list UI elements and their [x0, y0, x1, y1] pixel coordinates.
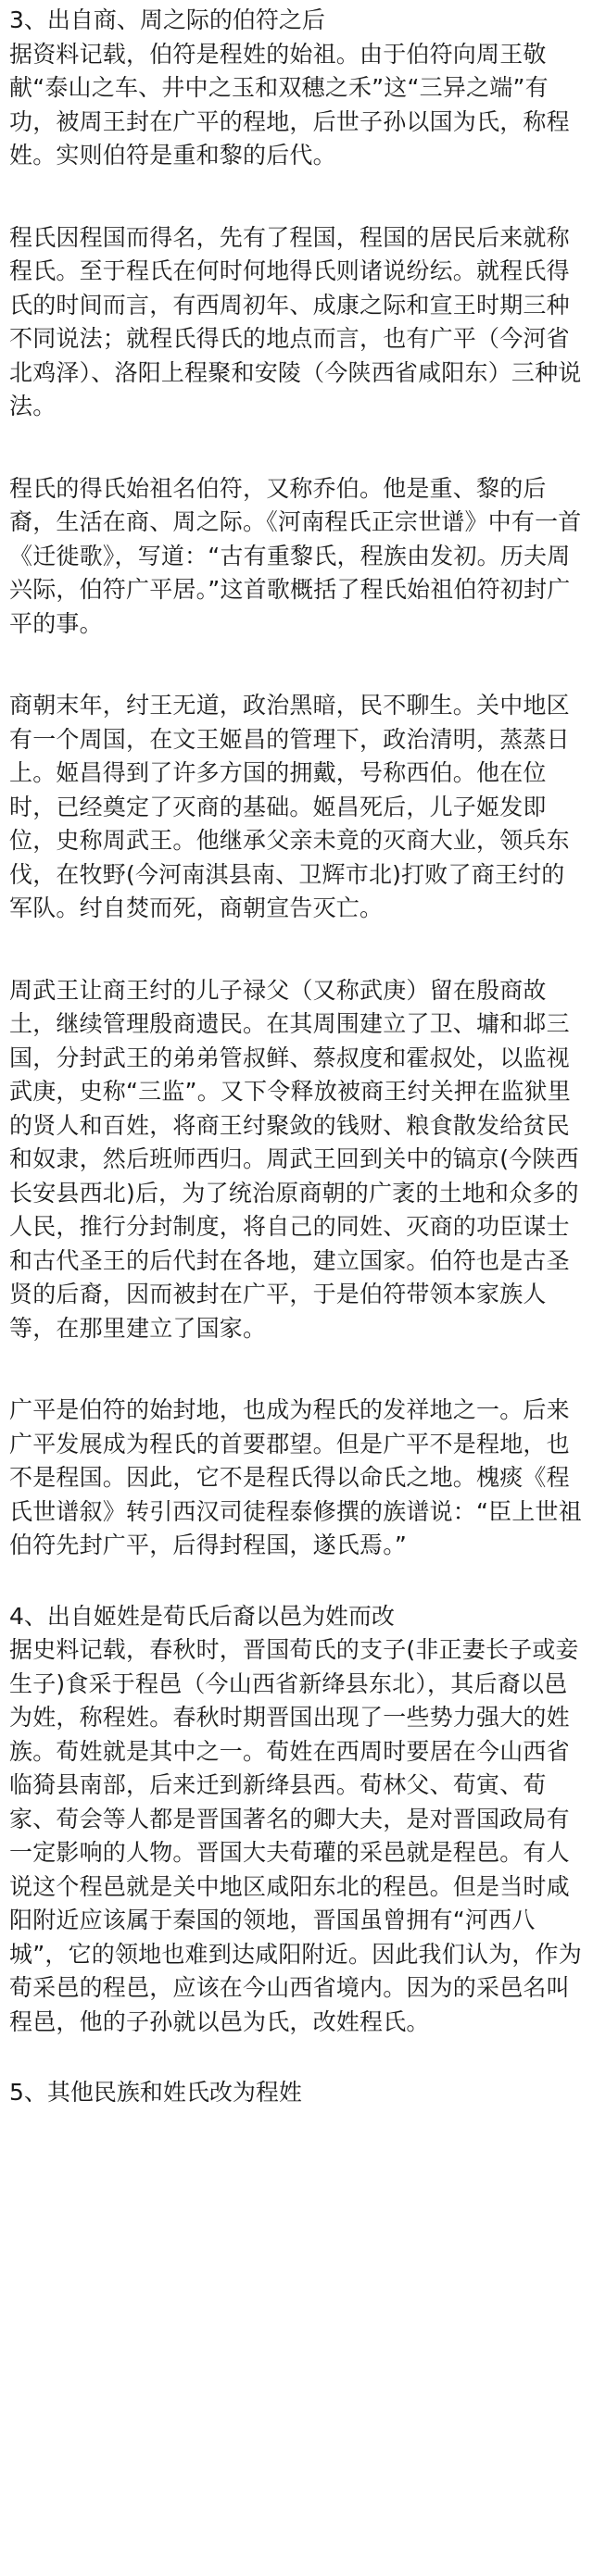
paragraph: 据资料记载，伯符是程姓的始祖。由于伯符向周王敬献“泰山之车、井中之玉和双穗之禾”这“三异之端”有功，被周王封在广平的程地，后世子孙以国为氏，称程姓。实则伯符是重和黎的后代。 [9, 40, 570, 169]
paragraph: 周武王让商王纣的儿子禄父（又称武庚）留在殷商故土，继续管理殷商遗民。在其周围建立了卫、墉和邶三国，分封武王的弟弟管叔鲜、蔡叔度和霍叔处，以监视武庚，史称“三监”。又下令释放被商王纣关押在监狱里的贤人和百姓，将商王纣聚敛的钱财、粮食散发给贫民和奴隶，然后班师西归。周武王回到关中的镐京(今陕西长安县西北)后，为了统治原商朝的广袤的土地和众多的人民，推行分封制度，将自己的同姓、灭商的功臣谋士和古代圣王的后代封在各地，建立国家。伯符也是古圣贤的后裔，因而被封在广平，于是伯符带领本家族人等，在那里建立了国家。 [9, 976, 579, 1342]
paragraph: 程氏因程国而得名，先有了程国，程国的居民后来就称程氏。至于程氏在何时何地得氏则诸说纷纭。就程氏得氏的时间而言，有西周初年、成康之际和宣王时期三种不同说法；就程氏得氏的地点而言，也有广平（今河省北鸡泽）、洛阳上程聚和安陵（今陕西省咸阳东）三种说法。 [9, 223, 582, 419]
paragraph: 据史料记载，春秋时，晋国荀氏的支子(非正妻长子或妾生子)食采于程邑（今山西省新绛县东北），其后裔以邑为姓，称程姓。春秋时期晋国出现了一些势力强大的姓族。荀姓就是其中之一。荀姓在西周时要居在今山西省临猗县南部，后来迁到新绛县西。荀林父、荀寅、荀家、荀会等人都是晋国著名的卿大夫，是对晋国政局有一定影响的人物。晋国大夫荀瓘的采邑就是程邑。有人说这个程邑就是关中地区咸阳东北的程邑。但是当时咸阳附近应该属于秦国的领地，晋国虽曾拥有“河西八城”，它的领地也难到达咸阳附近。因此我们认为，作为荀采邑的程邑，应该在今山西省境内。因为的采邑名叫程邑，他的子孙就以邑为氏，改姓程氏。 [9, 1636, 582, 2035]
paragraph: 商朝末年，纣王无道，政治黑暗，民不聊生。关中地区有一个周国，在文王姬昌的管理下，政治清明，蒸蒸日上。姬昌得到了许多方国的拥戴，号称西伯。他在位时，已经奠定了灭商的基础。姬昌死后，儿子姬发即位，史称周武王。他继承父亲未竟的灭商大业，领兵东伐，在牧野(今河南淇县南、卫辉市北)打败了商王纣的军队。纣自焚而死，商朝宣告灭亡。 [9, 692, 570, 921]
paragraph: 程氏的得氏始祖名伯符，又称乔伯。他是重、黎的后裔，生活在商、周之际。《河南程氏正宗世谱》中有一首《迁徙歌》，写道：“古有重黎氏，程族由发初。历夫周兴际，伯符广平居。”这首歌概括了程氏始祖伯符初封广平的事。 [9, 474, 582, 637]
section-other-origins [9, 2076, 582, 2110]
paragraph: 广平是伯符的始封地，也成为程氏的发祥地之一。后来广平发展成为程氏的首要郡望。但是广平不是程地，也不是程国。因此，它不是程氏得以命氏之地。槐痰《程氏世谱叙》转引西汉司徒程泰修撰的族谱说：“臣上世祖伯符先封广平，后得封程国，遂氏焉。” [9, 1396, 582, 1558]
section-heading: 4、出自姬姓是荀氏后裔以邑为姓而改 [9, 1602, 395, 1630]
section-heading: 3、出自商、周之际的伯符之后 [9, 6, 325, 33]
section-heading: 5、其他民族和姓氏改为程姓 [9, 2079, 302, 2106]
section-origin-ji-xun [9, 1600, 582, 2040]
section-origin-shang-zhou [9, 4, 582, 1563]
